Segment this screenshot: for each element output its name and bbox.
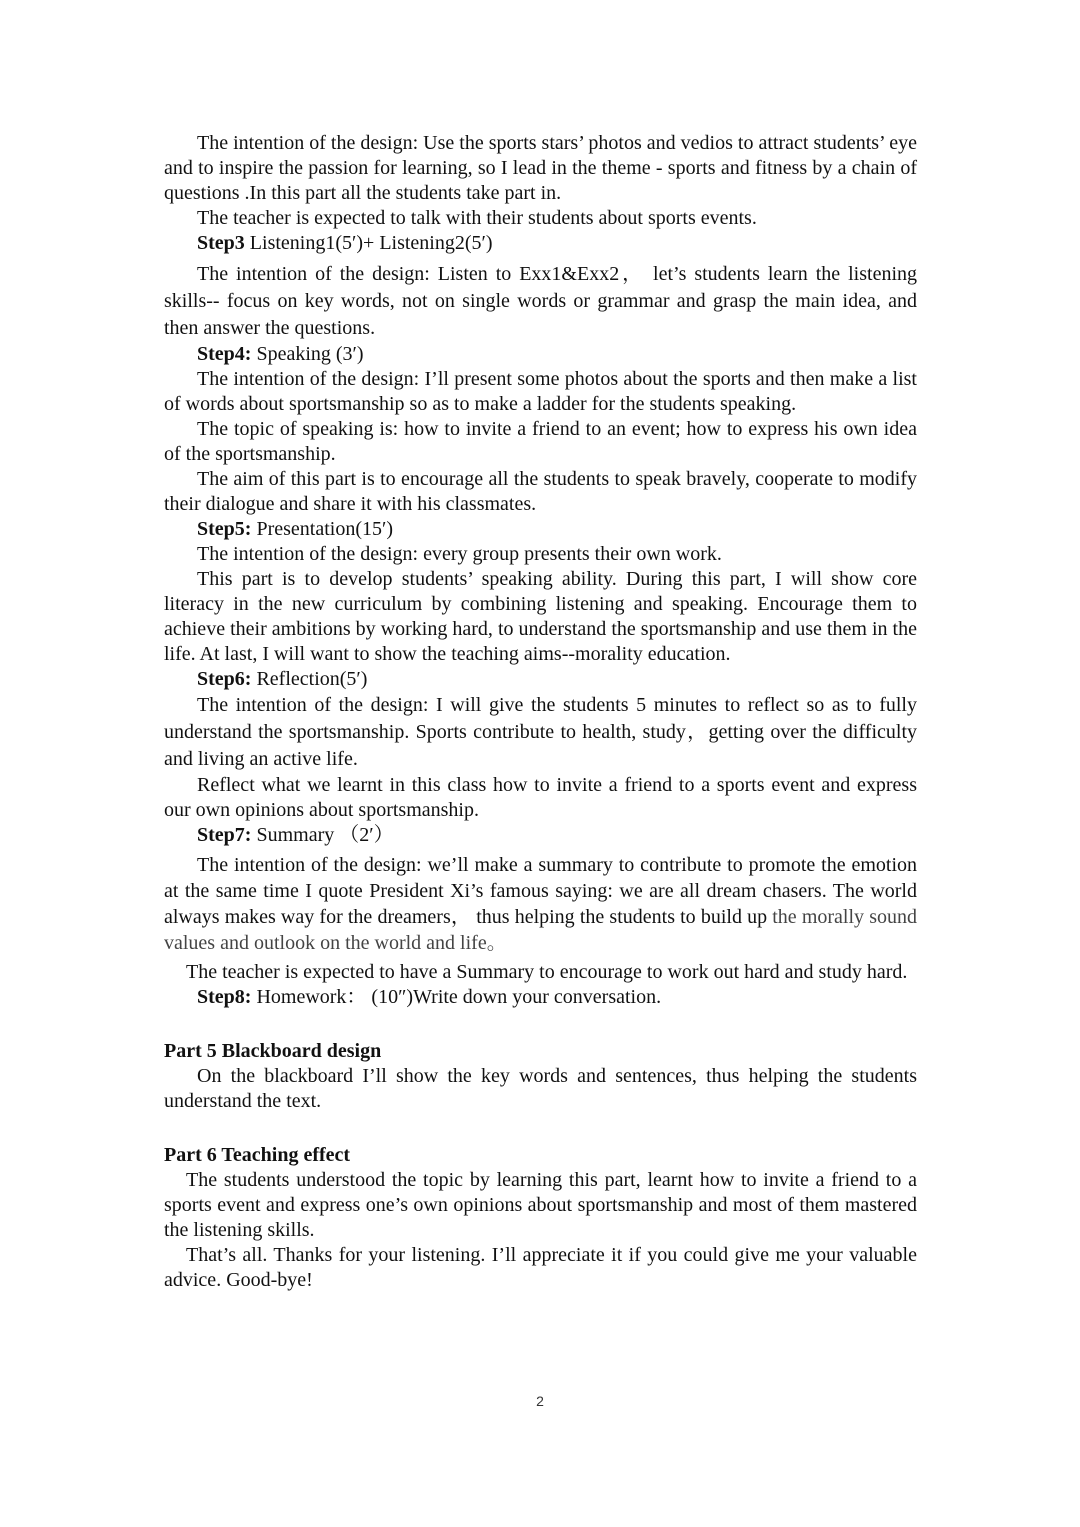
document-page bbox=[164, 131, 917, 1293]
step4-intention-paragraph: The intention of the design: I’ll present some photos about the sports and then make a list of words about sportsmanship so as to make a ladder for the students speaking. bbox=[164, 368, 917, 415]
step7-label: Step7: bbox=[197, 824, 252, 846]
step4-aim-paragraph: The aim of this part is to encourage all the students to speak bravely, cooperate to modify their dialogue and share it with his classmates. bbox=[164, 468, 917, 515]
step6-title: Reflection(5′) bbox=[251, 668, 368, 690]
step4-title: Speaking (3′) bbox=[251, 343, 364, 365]
step3-label: Step3 bbox=[197, 232, 245, 254]
intro-intention-paragraph: The intention of the design: Use the sports stars’ photos and vedios to attract students’ eye and to inspire the passion for learning, so I lead in the theme - sports and fitness by a chain of questions .In this part all the students take part in. bbox=[164, 132, 917, 204]
step7-heading bbox=[164, 823, 917, 848]
step7-teacher-paragraph: The teacher is expected to have a Summary to encourage to work out hard and study hard. bbox=[186, 961, 908, 983]
part5-body-paragraph: On the blackboard I’ll show the key words and sentences, thus helping the students understand the text. bbox=[164, 1065, 917, 1112]
step3-title: Listening1(5′)+ Listening2(5′) bbox=[244, 232, 493, 254]
part6-body-paragraph: The students understood the topic by learning this part, learnt how to invite a friend to a sports event and express one’s own opinions about sportsmanship and most of them mastered the listening skills. bbox=[164, 1169, 917, 1241]
step6-label: Step6: bbox=[197, 668, 252, 690]
step3-heading bbox=[164, 231, 917, 256]
step4-label: Step4: bbox=[197, 343, 252, 365]
step7-intention-main: The intention of the design: we’ll make a summary to contribute to promote the emotion at the same time I quote President Xi’s famous saying: we are all dream chasers. The world always makes way for the dreamers， thus helping the students to build up bbox=[164, 854, 917, 928]
step4-topic-paragraph: The topic of speaking is: how to invite a friend to an event; how to express his own idea of the sportsmanship. bbox=[164, 418, 917, 465]
step7-intention-paragraph bbox=[164, 852, 917, 956]
step6-intention-paragraph: The intention of the design: I will give the students 5 minutes to reflect so as to fully understand the sportsmanship. Sports contribute to health, study，getting over the difficulty and living an active life. bbox=[164, 694, 917, 770]
step7-title: Summary （2′） bbox=[251, 824, 394, 846]
section-spacer bbox=[164, 1114, 917, 1143]
part5-heading: Part 5 Blackboard design bbox=[164, 1040, 382, 1062]
step8-heading bbox=[164, 985, 917, 1010]
step5-develop-paragraph: This part is to develop students’ speaking ability. During this part, I will show core literacy in the new curriculum by combining listening and speaking. Encourage them to achieve their ambitions by working hard, to understand the sportsmanship and use them in the life. At last, I will want to show the teaching aims--morality education. bbox=[164, 568, 917, 665]
step4-heading bbox=[164, 342, 917, 367]
step8-label: Step8: bbox=[197, 986, 252, 1008]
part6-heading: Part 6 Teaching effect bbox=[164, 1144, 351, 1166]
intro-teacher-paragraph: The teacher is expected to talk with their students about sports events. bbox=[197, 207, 757, 229]
step3-intention-paragraph: The intention of the design: Listen to Exx1&Exx2， let’s students learn the listening skills-- focus on key words, not on single words or grammar and grasp the main idea, and then answer the questions. bbox=[164, 263, 917, 339]
step8-title: Homework： (10″)Write down your conversation. bbox=[251, 986, 662, 1008]
part6-closing-paragraph: That’s all. Thanks for your listening. I’ll appreciate it if you could give me your valuable advice. Good-bye! bbox=[164, 1244, 917, 1291]
step5-title: Presentation(15′) bbox=[251, 518, 394, 540]
step6-heading bbox=[164, 667, 917, 692]
step5-heading bbox=[164, 517, 917, 542]
step5-intention-paragraph: The intention of the design: every group presents their own work. bbox=[197, 543, 722, 565]
step5-label: Step5: bbox=[197, 518, 252, 540]
page-number: 2 bbox=[536, 1393, 544, 1409]
section-spacer bbox=[164, 1010, 917, 1039]
step7-intention-values: the morally sound values and outlook on the world and life。 bbox=[164, 906, 917, 954]
step6-reflect-paragraph: Reflect what we learnt in this class how to invite a friend to a sports event and express our own opinions about sportsmanship. bbox=[164, 774, 917, 821]
